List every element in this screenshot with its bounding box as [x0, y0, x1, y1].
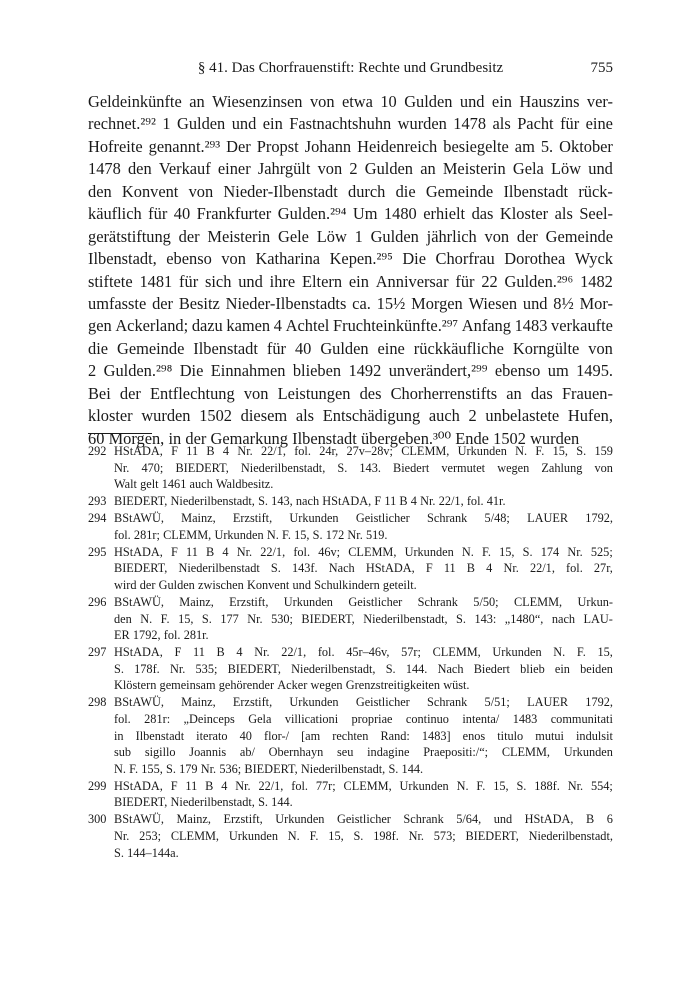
- body-line: stiftete 1481 für sich und ihre Eltern ein Anniversar für 22 Gulden.²⁹⁶ 1482: [88, 271, 613, 291]
- body-line: rechnet.²⁹² 1 Gulden und ein Fastnachtshuhn wurden 1478 als Pacht für eine: [88, 114, 613, 134]
- footnotes: [88, 443, 613, 862]
- footnote-number: 300: [88, 812, 107, 827]
- footnote: [88, 594, 613, 644]
- footnote-line: S. 178f. Nr. 535; BIEDERT, Niederilbenstadt, S. 144. Nach Biedert blieb ein beiden: [114, 661, 613, 676]
- footnote-line: BIEDERT, Niederilbenstadt S. 143f. Nach HStADA, F 11 B 4 Nr. 22/1, fol. 27r,: [114, 561, 613, 576]
- body-line: Hofreite genannt.²⁹³ Der Propst Johann Heidenreich besiegelte am 5. Oktober: [88, 136, 613, 156]
- footnote: [88, 510, 613, 543]
- running-header: [88, 60, 613, 84]
- body-text: [88, 91, 613, 450]
- footnote-number: 298: [88, 695, 107, 710]
- footnote: [88, 778, 613, 811]
- body-line: Bei der Entflechtung von Leistungen des Chorherrenstifts an das Frauen-: [88, 383, 613, 403]
- footnote-number: 296: [88, 595, 107, 610]
- footnote-number: 294: [88, 511, 107, 526]
- footnote-line: S. 144–144a.: [114, 845, 179, 860]
- footnote-line: HStADA, F 11 B 4 Nr. 22/1, fol. 45r–46v, 57r; CLEMM, Urkunden N. F. 15,: [114, 645, 613, 660]
- footnote-line: HStADA, F 11 B 4 Nr. 22/1, fol. 77r; CLEMM, Urkunden N. F. 15, S. 188f. Nr. 554;: [114, 778, 613, 793]
- footnote: [88, 644, 613, 694]
- footnote: [88, 544, 613, 594]
- footnote-separator: [88, 433, 152, 434]
- body-line: gen Ackerland; dazu kamen 4 Achtel Fruchteinkünfte.²⁹⁷ Anfang 1483 verkaufte: [88, 316, 613, 336]
- footnote-number: 297: [88, 645, 107, 660]
- body-line: die Gemeinde Ilbenstadt für 40 Gulden eine rückkäufliche Korngülte von: [88, 338, 613, 358]
- footnote-line: Walt gelt 1461 auch Waldbesitz.: [114, 477, 274, 492]
- body-line: 60 Morgen, in der Gemarkung Ilbenstadt übergeben.³⁰⁰ Ende 1502 wurden: [88, 428, 580, 448]
- footnote-line: wird der Gulden zwischen Konvent und Schulkindern geteilt.: [114, 578, 417, 593]
- footnote-line: BStAWÜ, Mainz, Erzstift, Urkunden Geistlicher Schrank 5/50; CLEMM, Urkun-: [114, 595, 613, 610]
- running-title: § 41. Das Chorfrauenstift: Rechte und Grundbesitz: [197, 60, 504, 76]
- footnote-line: ER 1792, fol. 281r.: [114, 628, 209, 643]
- body-line: den Konvent von Nieder-Ilbenstadt durch die Gemeinde Ilbenstadt rück-: [88, 181, 613, 201]
- footnote: [88, 694, 613, 777]
- footnote-number: 299: [88, 778, 107, 793]
- footnote-line: BStAWÜ, Mainz, Erzstift, Urkunden Geistlicher Schrank 5/64, und HStADA, B 6: [114, 812, 613, 827]
- footnote-line: fol. 281r; CLEMM, Urkunden N. F. 15, S. 172 Nr. 519.: [114, 527, 388, 542]
- footnote-line: BStAWÜ, Mainz, Erzstift, Urkunden Geistlicher Schrank 5/51; LAUER 1792,: [114, 695, 613, 710]
- footnote-line: Nr. 470; BIEDERT, Niederilbenstadt, S. 143. Biedert vermutet wegen Zahlung von: [114, 460, 613, 475]
- footnote-line: in Ilbenstadt iterato 40 flor-/ [am rechten Rand: 1483] enos titulo mutui indulsit: [114, 728, 613, 743]
- footnote-line: HStADA, F 11 B 4 Nr. 22/1, fol. 24r, 27v–28v; CLEMM, Urkunden N. F. 15, S. 159: [114, 444, 613, 458]
- page-number: 755: [590, 60, 613, 76]
- footnote: [88, 493, 613, 510]
- body-line: 2 Gulden.²⁹⁸ Die Einnahmen blieben 1492 unverändert,²⁹⁹ ebenso um 1495.: [88, 361, 613, 381]
- footnote-line: BStAWÜ, Mainz, Erzstift, Urkunden Geistlicher Schrank 5/48; LAUER 1792,: [114, 511, 613, 526]
- body-line: gerätstiftung der Meisterin Gele Löw 1 Gulden jährlich von der Gemeinde: [88, 226, 613, 246]
- body-line: umfasste der Besitz Nieder-Ilbenstadts ca. 15½ Morgen Wiesen und 8½ Mor-: [88, 293, 613, 313]
- footnote-line: BIEDERT, Niederilbenstadt, S. 144.: [114, 795, 293, 810]
- body-line: 1478 den Verkauf einer Jahrgült von 2 Gulden an Meisterin Gela Löw und: [88, 159, 613, 179]
- footnote-line: sub sigillo Joannis ab/ Obernhayn seu indagine Praepositi:/“; CLEMM, Urkunden: [114, 745, 613, 760]
- footnote-number: 295: [88, 544, 107, 559]
- footnote: [88, 811, 613, 861]
- footnote-number: 293: [88, 494, 107, 509]
- footnote-line: den N. F. 15, S. 177 Nr. 530; BIEDERT, Niederilbenstadt, S. 143: „1480“, nach LAU-: [114, 611, 613, 626]
- footnote-line: HStADA, F 11 B 4 Nr. 22/1, fol. 46v; CLEMM, Urkunden N. F. 15, S. 174 Nr. 525;: [114, 544, 613, 559]
- footnote-line: Klöstern gemeinsam gehörender Acker wegen Grenzstreitigkeiten wüst.: [114, 678, 470, 693]
- body-line: käuflich für 40 Frankfurter Gulden.²⁹⁴ Um 1480 erhielt das Kloster als Seel-: [88, 204, 613, 224]
- body-line: Ilbenstadt, ebenso von Katharina Kepen.²⁹⁵ Die Chorfrau Dorothea Wyck: [88, 249, 613, 269]
- footnote-line: fol. 281r: „Deinceps Gela villicationi propriae continuo intenta/ 1483 communitati: [114, 712, 613, 727]
- footnote-line: Nr. 253; CLEMM, Urkunden N. F. 15, S. 198f. Nr. 573; BIEDERT, Niederilbenstadt,: [114, 828, 613, 843]
- footnote-line: BIEDERT, Niederilbenstadt, S. 143, nach HStADA, F 11 B 4 Nr. 22/1, fol. 41r.: [114, 494, 506, 509]
- footnote-number: 292: [88, 444, 107, 458]
- body-line: Geldeinkünfte an Wiesenzinsen von etwa 10 Gulden und ein Hauszins ver-: [88, 92, 613, 111]
- body-line: kloster wurden 1502 diesem als Entschädigung auch 2 unbelastete Hufen,: [88, 406, 613, 426]
- footnote-line: N. F. 155, S. 179 Nr. 536; BIEDERT, Niederilbenstadt, S. 144.: [114, 761, 424, 776]
- footnote: [88, 443, 613, 493]
